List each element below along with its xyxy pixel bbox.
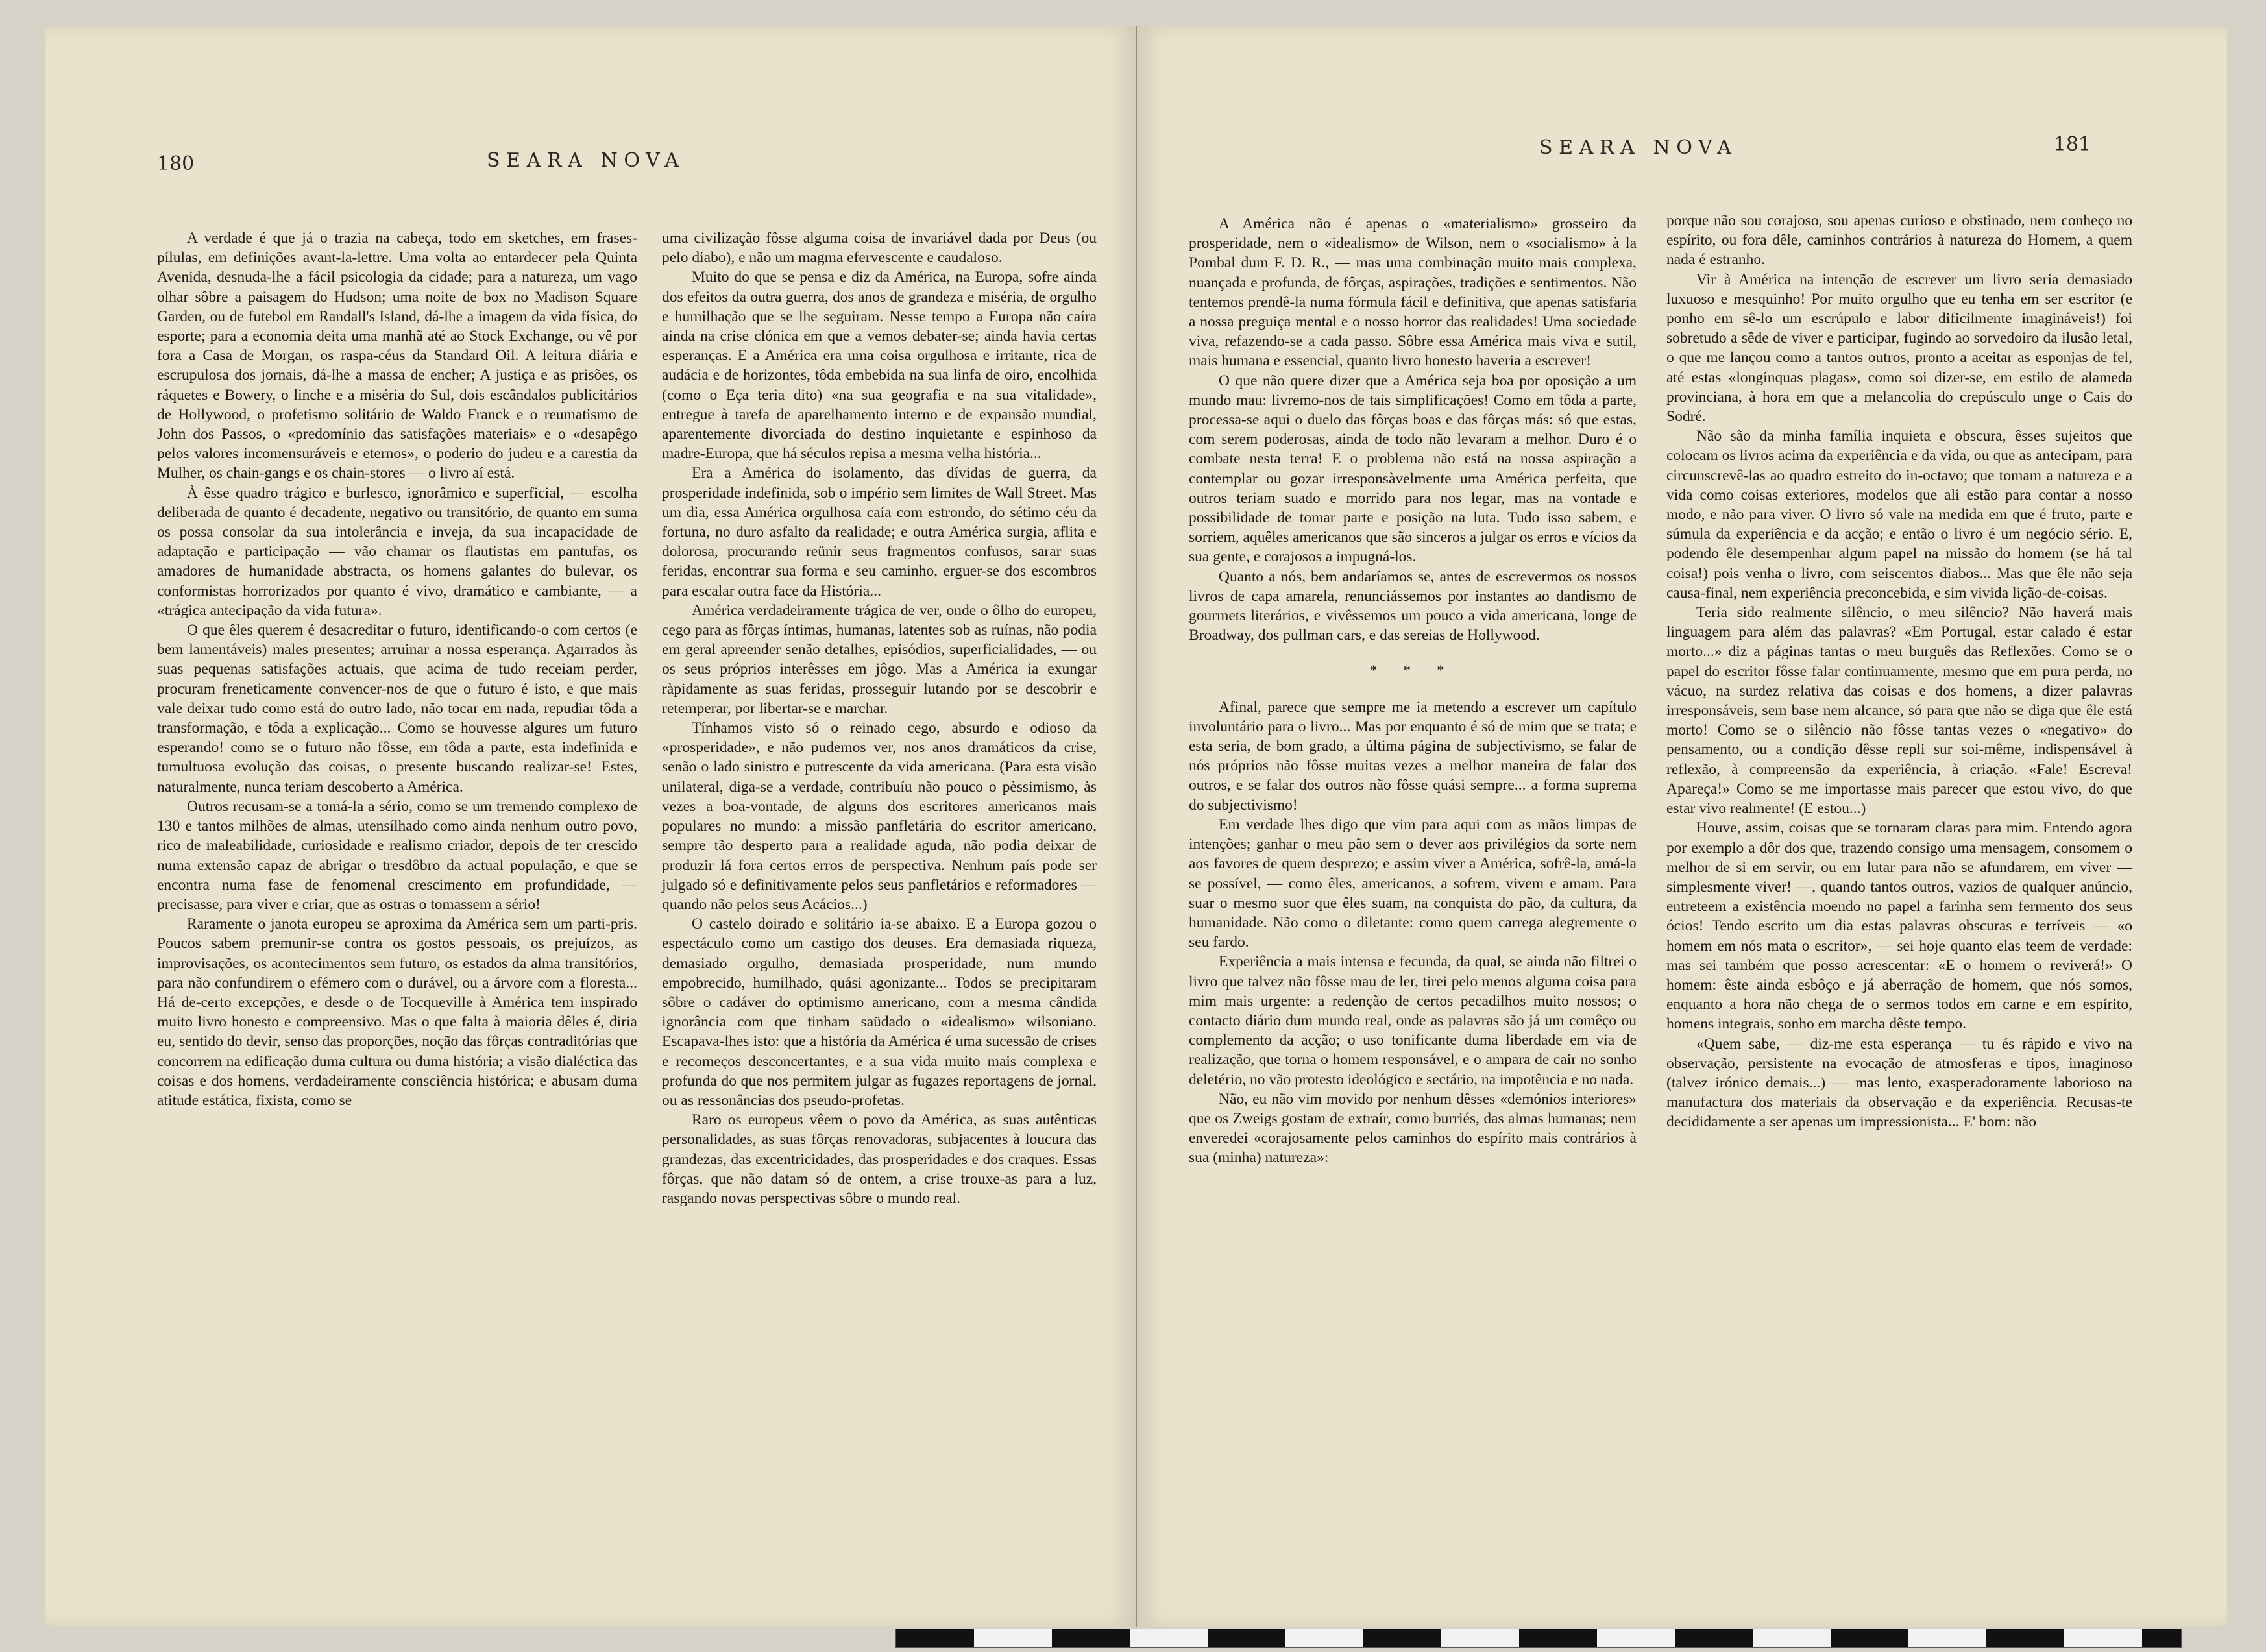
left-column-2 [662, 228, 1097, 1208]
paragraph: A América não é apenas o «materialismo» grosseiro da prosperidade, nem o «idealismo» de Wilson, nem o «socialismo» à la Pombal dum F. D. R., — mas uma combinação muito mais complexa, nuançada e profunda, de fôrças, aspirações, tradições e sentimentos. Não tentemos prendê-la numa fórmula fácil e definitiva, que apenas satisfaria a nossa preguiça mental e o nosso horror das realidades! Uma sociedade viva, refazendo-se a cada passo. Sôbre essa América mais viva e sutil, mais humana e essencial, quanto livro honesto haveria a escrever! [1189, 215, 1637, 370]
paragraph: «Quem sabe, — diz-me esta esperança — tu és rápido e vivo na observação, persistente na evocação de atmosferas e tipos, imaginoso (talvez irónico demais...) — mas lento, exasperadoramente laborioso na manufactura dos materiais da observação e da experiência. Recusas-te decididamente a ser apenas um impressionista... E' bom: não [1666, 1035, 2132, 1131]
paragraph: À êsse quadro trágico e burlesco, ignorâmico e superficial, — escolha deliberada de quanto é decadente, negativo ou transitório, de quanto em suma os possa consolar da sua intolerância e inveja, da sua incapacidade de adaptação e participação — vão chamar os flautistas em pantufas, os amadores de humanidade abstracta, os homens galantes do bulevar, os conformistas horrorizados por quanto é vivo, dramático e cambiante, — a «trágica antecipação da vida futura». [157, 484, 637, 619]
paragraph: Vir à América na intenção de escrever um livro seria demasiado luxuoso e mesquinho! Por muito orgulho que eu tenha em ser escritor (e ponho em sê-lo um escrúpulo e labor dificilmente imagináveis!) foi sobretudo a sêde de viver e participar, fugindo ao sorvedoiro da ilusão letal, o que me lançou como a tantos outros, pronto a aceitar as esponjas de fel, até estas «longínquas plagas», como soi dizer-se, em estilo de alameda provinciana, à hora em que a melancolia do crepúsculo unge o Cais do Sodré. [1666, 271, 2132, 426]
paragraph: Em verdade lhes digo que vim para aqui com as mãos limpas de intenções; ganhar o meu pão sem o dever aos privilégios da sorte nem aos favores de quem desprezo; e assim viver a América, sofrê-la, amá-la se possível, — como êles, americanos, a sofrem, vivem e amam. Para suar o mesmo suor que êles suam, na conquista do pão, da cultura, da humanidade. Não como o diletante: como quem carrega alegremente o seu fardo. [1189, 816, 1637, 951]
paragraph: Experiência a mais intensa e fecunda, da qual, se ainda não filtrei o livro que talvez não fôsse mau de ler, tirei pelo menos alguma coisa para mim mais urgente: a redenção de certos pecadilhos muito nossos; o contacto diário dum mundo real, onde as palavras são já um comêço ou complemento da acção; o uso tonificante duma liberdade em via de realização, que torna o homem responsável, e o ampara de cair no sonho deletério, no vão protesto ideológico e sectário, na impotência e no nada. [1189, 953, 1637, 1088]
paragraph: Houve, assim, coisas que se tornaram claras para mim. Entendo agora por exemplo a dôr dos que, trazendo consigo uma mensagem, consomem o melhor de si em servir, ou em lutar para não se afundarem, em viver — simplesmente viver! —, quando tantos outros, vazios de qualquer anúncio, entreteem a existência moendo no papel a farinha sem fermento dos seus ócios! Tendo escrito um dia estas palavras obscuras e terríveis — «o homem em nós mata o escritor», — sei hoje quanto elas teem de verdade: mas sei também que posso acrescentar: «E o homem o reviverá!» O homem: êste ainda esbôço e já aberração de homem, que nós somos, enquanto a hora não chega de o sermos todos em carne e em espírito, homens integrais, sonho em marcha dêste tempo. [1666, 820, 2132, 1033]
paragraph: Teria sido realmente silêncio, o meu silêncio? Não haverá mais linguagem para além das palavras? «Em Portugal, estar calado é estar morto...» diz a páginas tantas o meu burguês das Reflexões. Como se o papel do escritor fôsse falar continuamente, mesmo que em pura perda, no vácuo, na surdez relativa das coisas e dos homens, a dizer palavras irresponsáveis, sem base nem alcance, só para que não se diga que êle está morto! Como se o silêncio não fôsse tantas vezes o «negativo» do pensamento, ou a condição dêsse repli sur soi-même, indispensável à reflexão, à compreensão da experiência, à criação. «Fale! Escreva! Apareça!» Como se me importasse mais parecer que estou vivo, do que estar vivo realmente! (E estou...) [1666, 604, 2132, 818]
paragraph: Era a América do isolamento, das dívidas de guerra, da prosperidade indefinida, sob o império sem limites de Wall Street. Mas um dia, essa América orgulhosa caía com estrondo, do sétimo céu da fortuna, no duro asfalto da realidade; e outra América surgia, aflita e dolorosa, procurando reünir seus fragmentos confusos, sarar suas feridas, encontrar sua forma e seu caminho, erguer-se dos escombros para escalar outra face da História... [662, 465, 1097, 600]
paragraph: Raramente o janota europeu se aproxima da América sem um parti-pris. Poucos sabem premunir-se contra os gostos pessoais, os prejuízos, as improvisações, os acontecimentos sem futuro, os estados da alma transitórios, para não confundirem o efémero com o durável, ou a árvore com a floresta... Há de-certo excepções, e desde o de Tocqueville à América tem inspirado muito livro honesto e compreensivo. Mas o que falta à maioria dêles é, diria eu, sentido do devir, senso das proporções, noção das fôrças contraditórias que concorrem na edificação duma cultura ou duma história; a visão dialéctica das coisas e dos homens, verdadeiramente consciência histórica; e abusam duma atitude estática, fixista, como se [157, 916, 637, 1109]
running-head-left: SEARA NOVA [487, 149, 685, 172]
left-page [45, 26, 1136, 1627]
paragraph: Afinal, parece que sempre me ia metendo a escrever um capítulo involuntário para o livro... Mas por enquanto é só de mim que se trata; e esta seria, de bom grado, a última página de subjectivismo, se falar de nós próprios não fôsse muitas vezes a melhor maneira de falar dos outros, e se falar dos outros não fôsse quási sempre... a forma suprema do subjectivismo! [1189, 698, 1637, 814]
right-page [1137, 26, 2227, 1627]
paragraph: Não são da minha família inquieta e obscura, êsses sujeitos que colocam os livros acima da experiência e da vida, ou que as antecipam, para circunscrevê-las ao quadro estreito do in-octavo; que tomam a natureza e a vida como coisas exteriores, modelos que ali estão para contar a nosso modo, e não para viver. O livro só vale na medida em que é fruto, parte e súmula da experiência e da acção; e então o livro é um negócio sério. E, podendo êle desempenhar algum papel na missão do homem (se há tal coisa!) pois venha o livro, com seiscentos diabos... Mas que êle não seja causa-final, nem experiência preconcebida, e sim vivida lição-de-coisas. [1666, 428, 2132, 601]
paragraph: uma civilização fôsse alguma coisa de invariável dada por Deus (ou pelo diabo), e não um magma efervescente e caudaloso. [662, 230, 1097, 267]
page-number-right: 181 [2053, 133, 2091, 156]
scan-scale-ruler [895, 1629, 2182, 1648]
right-column-2 [1666, 211, 2132, 1132]
paragraph: O que êles querem é desacreditar o futuro, identificando-o com certos (e bem lamentáveis) males presentes; arruinar a nossa esperança. Agarrados às suas pequenas satisfações actuais, que acima de tudo receiam perder, procuram freneticamente convencer-nos de que o futuro é isto, e que mais vale deixar tudo como está do outro lado, não tocar em nada, repudiar tôda a transformação, e tôda a explicação... Como se houvesse algures um futuro esperando! como se o futuro não fôsse, em tôda a parte, esta indefinida e tumultuosa evolução das coisas, o presente buscando realizar-se! Estes, naturalmente, nunca teriam descoberto a América. [157, 622, 637, 796]
paragraph: porque não sou corajoso, sou apenas curioso e obstinado, nem conheço no espírito, ou fora dêle, caminhos contrários à natureza do Homem, a quem nada é estranho. [1666, 212, 2132, 269]
paragraph: Tínhamos visto só o reinado cego, absurdo e odioso da «prosperidade», e não pudemos ver, nos anos dramáticos da crise, senão o lado sinistro e putrescente da vida americana. (Para esta visão unilateral, diga-se a verdade, contribuíu não pouco o pèssimismo, às vezes a boa-vontade, de alguns dos escritores americanos mais populares no mundo: a missão panfletária do escritor americano, sempre tão desperto para a realidade aguda, não podia deixar de produzir lá fora certos erros de perspectiva. Nenhum país pode ser julgado só e definitivamente pelos seus panfletários e reformadores — quando não pelos seus Acácios...) [662, 720, 1097, 913]
paragraph: O que não quere dizer que a América seja boa por oposição a um mundo mau: livremo-nos de tais simplificações! Como em tôda a parte, processa-se aqui o duelo das fôrças boas e das fôrças más: só que estas, com serem poderosas, ainda de todo não levaram a melhor. Duro é o combate nesta terra! E o problema não está na nossa aspiração a contemplar ou gozar irresponsàvelmente uma América perfeita, que outros teriam suado e morrido para nos legar, mas na vontade e possibilidade de tomar parte e posição na luta. Tudo isso sabem, e sorriem, aquêles americanos que são sinceros a julgar os erros e vícios da sua gente, e corajosos a impugná-los. [1189, 372, 1637, 566]
running-head-right: SEARA NOVA [1539, 136, 1738, 159]
paragraph: Raro os europeus vêem o povo da América, as suas autênticas personalidades, as suas fôrças renovadoras, subjacentes à loucura das grandezas, das excentricidades, das prosperidades e dos craques. Essas fôrças, que não datam só de ontem, a crise trouxe-as para a luz, rasgando novas perspectivas sôbre o mundo real. [662, 1111, 1097, 1207]
paragraph: Outros recusam-se a tomá-la a sério, como se um tremendo complexo de 130 e tantos milhões de almas, utensílhado como ainda nenhum outro povo, rico de maleabilidade, curiosidade e realismo criador, depois de ter crescido numa extensão capaz de abrigar o tresdôbro da actual população, e que se encontra numa fase de fenomenal crescimento em profundidade, — precisasse, para viver e criar, que as ostras o tomassem a sério! [157, 797, 637, 913]
page-number-left: 180 [157, 152, 195, 175]
paragraph: América verdadeiramente trágica de ver, onde o ôlho do europeu, cego para as fôrças íntimas, humanas, latentes sob as ruínas, não podia em geral apreender senão detalhes, episódios, superficialidades, — ou os seus próprios interêsses em jôgo. Mas a América ia exungar ràpidamente as suas feridas, prosseguir lutando por se descobrir e retemperar, por libertar-se e marchar. [662, 601, 1097, 717]
right-column-1 [1189, 214, 1637, 1168]
paragraph: Quanto a nós, bem andaríamos se, antes de escrevermos os nossos livros de capa amarela, renunciássemos por instantes ao dandismo de gourmets literários, e vivêssemos um pouco a vida americana, longe de Broadway, dos pullman cars, e das sereias de Hollywood. [1189, 568, 1637, 644]
left-column-1 [157, 228, 637, 1110]
paragraph: Muito do que se pensa e diz da América, na Europa, sofre ainda dos efeitos da outra guerra, dos anos de grandeza e miséria, de orgulho e humilhação que se lhe seguiram. Nesse tempo a Europa não caíra ainda na crise clónica em que a vemos debater-se; ainda havia certas esperanças. E a América era uma coisa orgulhosa e irritante, rica de audácia e de horizontes, tôda embebida na sua linfa de oiro, encolhida (como o Eça teria dito) «na sua geografia e na sua vitalidade», entregue à tarefa de aparelhamento interno e de expansão mundial, aparentemente divorciada do destino inquietante e espinhoso da madre-Europa, que há séculos repisa a mesma velha história... [662, 269, 1097, 463]
paragraph: A verdade é que já o trazia na cabeça, todo em sketches, em frases-pílulas, em definições avant-la-lettre. Uma volta ao entardecer pela Quinta Avenida, desnuda-lhe a fácil psicologia da cidade; para a natureza, um vago olhar sôbre a paisagem do Hudson; uma noite de box no Madison Square Garden, ou de futebol em Randall's Island, dá-lhe a imagem da vida física, do esporte; para a economia deita uma manhã até ao Stock Exchange, ou vê por fora a Casa de Morgan, os raspa-céus da Standard Oil. A leitura diária e escrupulosa dos jornais, dá-lhe a massa de encher; A justiça e as prisões, os ráquetes e Bowery, o linche e a miséria do Sul, dois escândalos publicitários de Hollywood, o profetismo solitário de Waldo Franck e o reumatismo de John dos Passos, o «predomínio das satisfações materiais» e o «desapêgo pelos valores incomensuráveis e eternos», o poderio do judeu e a carestia da Mulher, os chain-gangs e os chain-stores — o livro aí está. [157, 230, 637, 482]
section-separator: * * * [1370, 662, 1456, 679]
paragraph: O castelo doirado e solitário ia-se abaixo. E a Europa gozou o espectáculo como um castigo dos deuses. Era demasiada riqueza, demasiado orgulho, demasiada prosperidade, num mundo empobrecido, humilhado, quási agonizante... Todos se precipitaram sôbre o cadáver do optimismo americano, com a mesma cândida ignorância com que tinham saüdado o «idealismo» wilsoniano. Escapava-lhes isto: que a história da América é uma sucessão de crises e recomeços desconcertantes, e a sua vida muito mais complexa e profunda do que nos permitem julgar as fugazes reportagens de jornal, ou as ressonâncias dos pseudo-profetas. [662, 916, 1097, 1109]
paragraph: Não, eu não vim movido por nenhum dêsses «demónios interiores» que os Zweigs gostam de extraír, como burriés, das almas humanas; nem enveredei «corajosamente pelos caminhos do espírito mais contrários à sua (minha) natureza»: [1189, 1090, 1637, 1167]
